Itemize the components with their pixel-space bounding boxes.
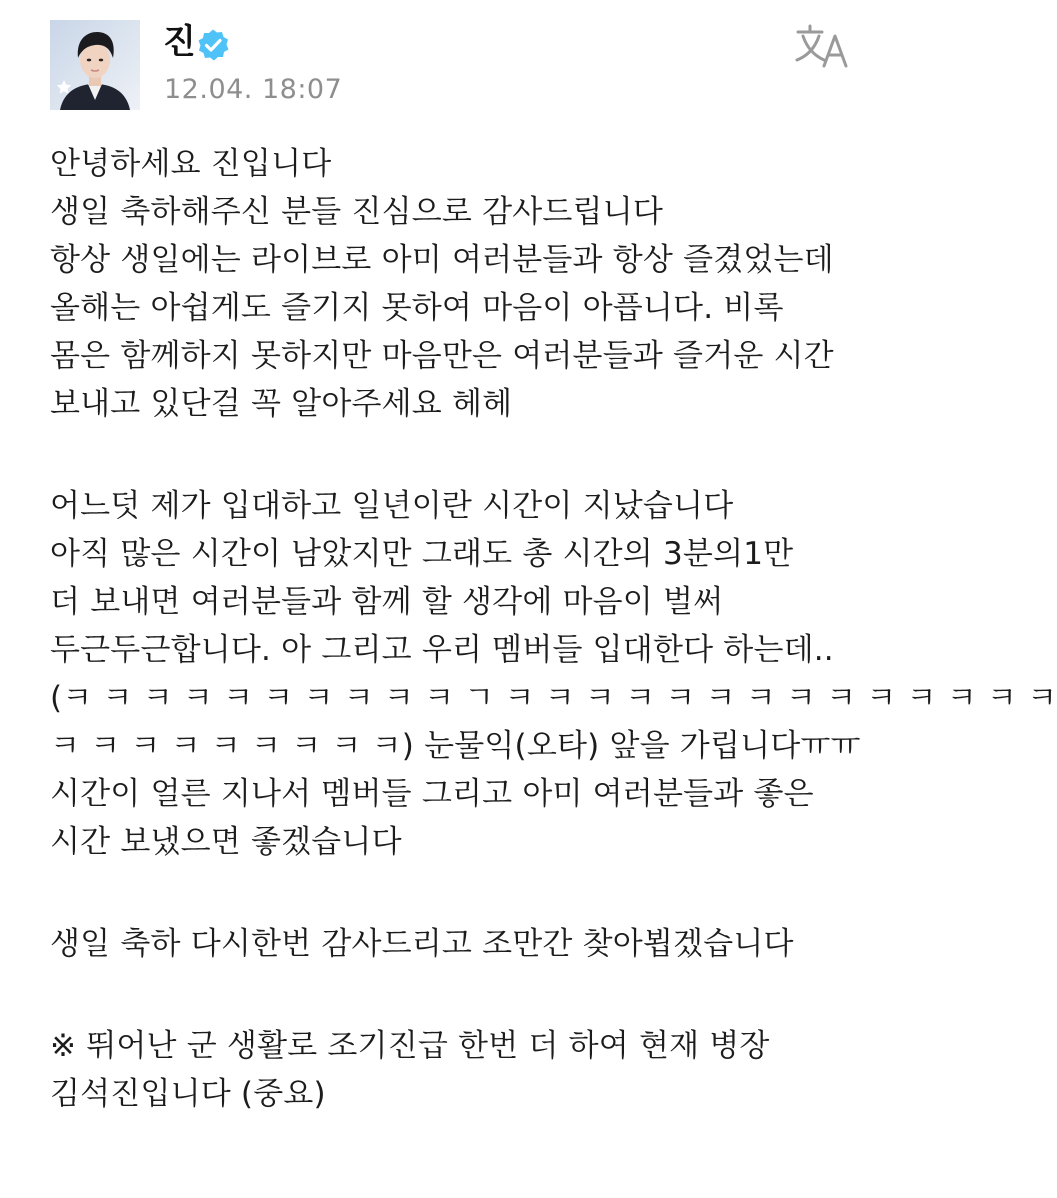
body-line: 생일 축하해주신 분들 진심으로 감사드립니다 (50, 194, 663, 230)
post-body (50, 140, 1057, 1118)
body-line: 어느덧 제가 입대하고 일년이란 시간이 지났습니다 (50, 488, 734, 524)
post-header (0, 0, 900, 120)
body-line: 아직 많은 시간이 남았지만 그래도 총 시간의 3분의1만 (50, 536, 794, 572)
body-line: 시간 보냈으면 좋겠습니다 (50, 824, 402, 860)
body-line: (ㅋ ㅋ ㅋ ㅋ ㅋ ㅋ ㅋ ㅋ ㅋ ㅋ ㄱ ㅋ ㅋ ㅋ ㅋ ㅋ ㅋ ㅋ ㅋ ㅋ ㅋ ㅋ ㅋ ㅋ ㅋ (50, 680, 1057, 716)
paragraph-spacer (50, 866, 870, 920)
body-line: 시간이 얼른 지나서 멤버들 그리고 아미 여러분들과 좋은 (50, 776, 814, 812)
author-avatar[interactable] (50, 20, 140, 110)
body-line: 보내고 있단걸 꼭 알아주세요 헤헤 (50, 386, 513, 422)
paragraph-spacer (50, 428, 870, 482)
translate-button[interactable] (794, 22, 852, 72)
translate-icon (794, 22, 852, 72)
author-name[interactable]: 진 (163, 22, 196, 62)
body-line: 더 보내면 여러분들과 함께 할 생각에 마음이 벌써 (50, 584, 724, 620)
body-line: 두근두근합니다. 아 그리고 우리 멤버들 입대한다 하는데.. (50, 632, 834, 668)
post-timestamp: 12.04. 18:07 (164, 74, 343, 105)
body-line: 안녕하세요 진입니다 (50, 146, 332, 182)
body-line: 김석진입니다 (중요) (50, 1076, 326, 1112)
body-line: ㅋ ㅋ ㅋ ㅋ ㅋ ㅋ ㅋ ㅋ ㅋ) 눈물익(오타) 앞을 가립니다ㅠㅠ (50, 728, 861, 764)
body-line: 항상 생일에는 라이브로 아미 여러분들과 항상 즐겼었는데 (50, 242, 834, 278)
paragraph-spacer (50, 968, 870, 1022)
verified-badge-icon (196, 28, 230, 62)
body-line: 생일 축하 다시한번 감사드리고 조만간 찾아뵙겠습니다 (50, 926, 794, 962)
body-line: ※ 뛰어난 군 생활로 조기진급 한번 더 하여 현재 병장 (50, 1028, 770, 1064)
body-line: 올해는 아쉽게도 즐기지 못하여 마음이 아픕니다. 비록 (50, 290, 784, 326)
body-line: 몸은 함께하지 못하지만 마음만은 여러분들과 즐거운 시간 (50, 338, 834, 374)
